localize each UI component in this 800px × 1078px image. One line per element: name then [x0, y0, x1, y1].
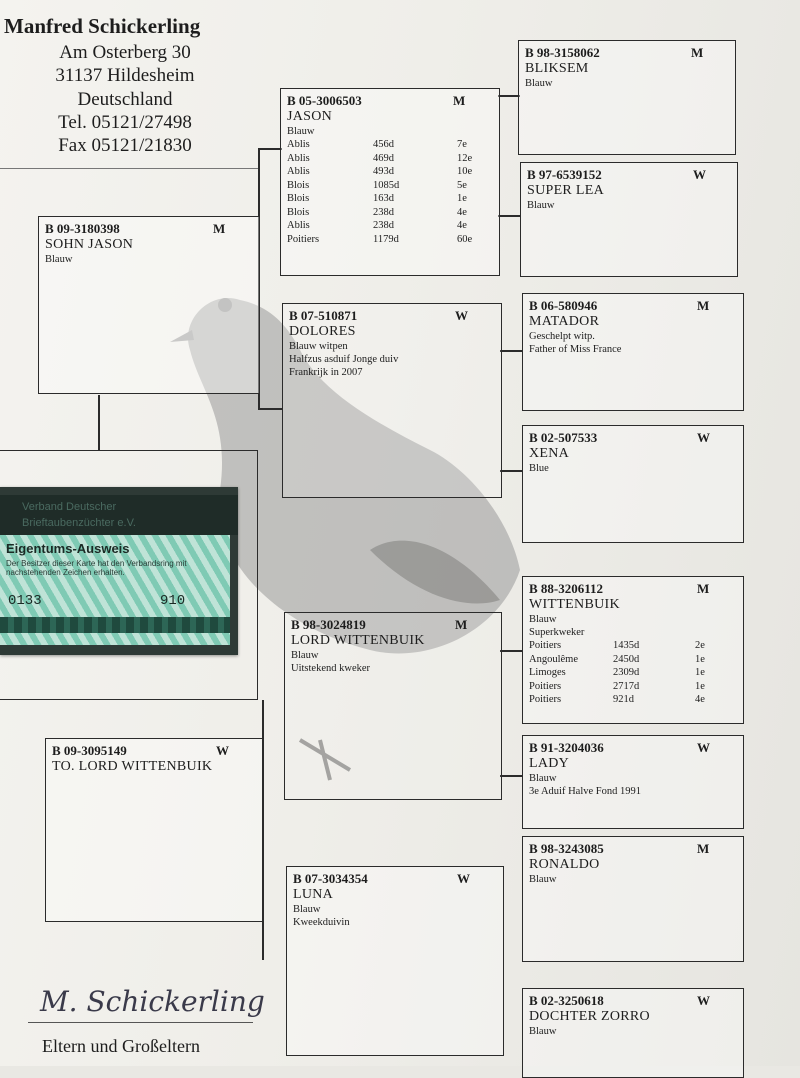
sex-marker: M: [697, 298, 710, 313]
sex-marker: W: [697, 993, 710, 1008]
sex-marker: W: [693, 167, 706, 182]
ring-number: B 98-3158062: [525, 45, 600, 60]
pigeon-color: Blauw: [45, 254, 73, 265]
ring-number: B 02-507533: [529, 430, 598, 445]
sex-marker: M: [697, 841, 710, 856]
card-strip: [0, 617, 230, 633]
pigeon-box-dam: [45, 738, 263, 922]
ring-number: B 07-510871: [289, 308, 358, 323]
pigeon-info: Father of Miss France: [529, 344, 622, 355]
pigeon-info: Uitstekend kweker: [291, 663, 371, 674]
sex-marker: W: [216, 743, 229, 758]
pigeon-name: MATADOR: [529, 314, 600, 329]
owner-divider: [0, 168, 258, 169]
connector: [258, 408, 282, 410]
connector: [498, 215, 520, 217]
pigeon-color: Blauw: [525, 78, 553, 89]
pigeon-box-ggp-1: [518, 40, 736, 155]
pigeon-info: Superkweker: [529, 627, 585, 638]
owner-fax: Fax 05121/21830: [58, 135, 192, 156]
result-row: Ablis 456d 7e: [287, 139, 467, 150]
pigeon-name: XENA: [529, 446, 570, 461]
sex-marker: M: [697, 581, 710, 596]
pigeon-name: LORD WITTENBUIK: [291, 633, 425, 648]
pigeon-color: Blauw: [527, 200, 555, 211]
result-row: Blois 163d 1e: [287, 193, 467, 204]
pigeon-info: Blauw: [529, 773, 557, 784]
pigeon-name: DOCHTER ZORRO: [529, 1009, 650, 1024]
pigeon-box-sire: [38, 216, 260, 394]
card-body: [0, 535, 230, 645]
pigeon-box-grandsire-paternal: [280, 88, 500, 276]
pigeon-name: LADY: [529, 756, 570, 771]
signature-line: [28, 1022, 253, 1023]
ring-number: B 88-3206112: [529, 581, 604, 596]
pigeon-box-ggp-5: [522, 576, 744, 724]
results-table: [287, 138, 493, 246]
sex-marker: M: [691, 45, 704, 60]
pigeon-name: WITTENBUIK: [529, 597, 620, 612]
pigeon-info: 3e Aduif Halve Fond 1991: [529, 786, 641, 797]
pigeon-name: SOHN JASON: [45, 237, 134, 252]
ring-number: B 09-3095149: [52, 743, 127, 758]
pigeon-box-ggp-7: [522, 836, 744, 962]
pigeon-info: Frankrijk in 2007: [289, 367, 363, 378]
pigeon-box-ggp-8: [522, 988, 744, 1078]
owner-country: Deutschland: [77, 89, 173, 110]
ring-number: B 02-3250618: [529, 993, 604, 1008]
card-title: Eigentums-Ausweis: [6, 541, 130, 556]
signature: M. Schickerling: [40, 985, 265, 1018]
ring-number: B 05-3006503: [287, 93, 362, 108]
card-note: Der Besitzer dieser Karte hat den Verbandsring mit nachstehenden Zeichen erhalten.: [6, 559, 187, 577]
card-number-1: 0133: [8, 593, 42, 609]
result-row: Poitiers 2717d 1e: [529, 680, 705, 692]
pigeon-color: Blue: [529, 463, 549, 474]
pigeon-name: BLIKSEM: [525, 61, 589, 76]
card-header: [0, 495, 238, 535]
results-table: [529, 639, 737, 707]
result-row: Blois 1085d 5e: [287, 179, 467, 191]
sex-marker: W: [455, 308, 468, 323]
result-row: Blois 238d 4e: [287, 206, 467, 218]
connector: [498, 95, 520, 97]
pigeon-name: DOLORES: [289, 324, 356, 339]
owner-city: 31137 Hildesheim: [55, 65, 195, 86]
result-row: Ablis 493d 10e: [287, 166, 473, 177]
connector: [98, 395, 100, 450]
result-row: Angoulême 2450d 1e: [529, 653, 705, 665]
result-row: Limoges 2309d 1e: [529, 667, 705, 678]
connector: [500, 775, 522, 777]
pigeon-box-grandsire-maternal: [284, 612, 502, 800]
pigeon-info: Blauw: [529, 614, 557, 625]
connector: [500, 650, 522, 652]
result-row: Ablis 469d 12e: [287, 152, 473, 164]
result-row: Poitiers 1435d 2e: [529, 640, 705, 651]
pigeon-box-ggp-6: [522, 735, 744, 829]
owner-name: Manfred Schickerling: [4, 14, 201, 38]
card-number-2: 910: [160, 593, 186, 609]
ring-number: B 09-3180398: [45, 221, 120, 236]
ring-number: B 07-3034354: [293, 871, 368, 886]
pigeon-info: Kweekduivin: [293, 917, 350, 928]
owner-street: Am Osterberg 30: [59, 42, 191, 63]
pigeon-box-ggp-3: [522, 293, 744, 411]
ring-number: B 06-580946: [529, 298, 598, 313]
sex-marker: W: [457, 871, 470, 886]
pigeon-box-granddam-paternal: [282, 303, 502, 498]
pigeon-name: JASON: [287, 109, 333, 124]
sex-marker: W: [697, 430, 710, 445]
pigeon-box-ggp-4: [522, 425, 744, 543]
sex-marker: M: [455, 617, 468, 632]
sex-marker: M: [213, 221, 226, 236]
pigeon-box-granddam-maternal: [286, 866, 504, 1056]
connector: [500, 470, 522, 472]
result-row: Poitiers 921d 4e: [529, 694, 705, 705]
pigeon-name: LUNA: [293, 887, 334, 902]
ring-number: B 98-3243085: [529, 841, 604, 856]
ownership-card: [0, 487, 238, 655]
footer-text: Eltern und Großeltern: [42, 1036, 200, 1056]
result-row: Ablis 238d 4e: [287, 220, 467, 231]
pigeon-color: Blauw: [287, 126, 315, 137]
pigeon-info: Blauw: [293, 904, 321, 915]
pigeon-color: Blauw: [529, 1026, 557, 1037]
result-row: Poitiers 1179d 60e: [287, 233, 473, 245]
ring-number: B 91-3204036: [529, 740, 604, 755]
sex-marker: M: [453, 93, 466, 108]
pigeon-info: Geschelpt witp.: [529, 331, 595, 342]
connector: [258, 148, 282, 150]
pigeon-info: Blauw: [291, 650, 319, 661]
pigeon-name: RONALDO: [529, 857, 600, 872]
pigeon-name: TO. LORD WITTENBUIK: [52, 759, 213, 774]
card-org-line-2: Brieftaubenzüchter e.V.: [22, 517, 136, 529]
ring-number: B 97-6539152: [527, 167, 602, 182]
sex-marker: W: [697, 740, 710, 755]
connector: [500, 350, 522, 352]
card-org-line-1: Verband Deutscher: [22, 501, 117, 513]
pigeon-color: Blauw: [529, 874, 557, 885]
pigeon-info: Halfzus asduif Jonge duiv: [289, 354, 399, 365]
owner-tel: Tel. 05121/27498: [58, 112, 192, 133]
pigeon-name: SUPER LEA: [527, 183, 604, 198]
ring-number: B 98-3024819: [291, 617, 366, 632]
pigeon-box-ggp-2: [520, 162, 738, 277]
pigeon-info: Blauw witpen: [289, 341, 348, 352]
